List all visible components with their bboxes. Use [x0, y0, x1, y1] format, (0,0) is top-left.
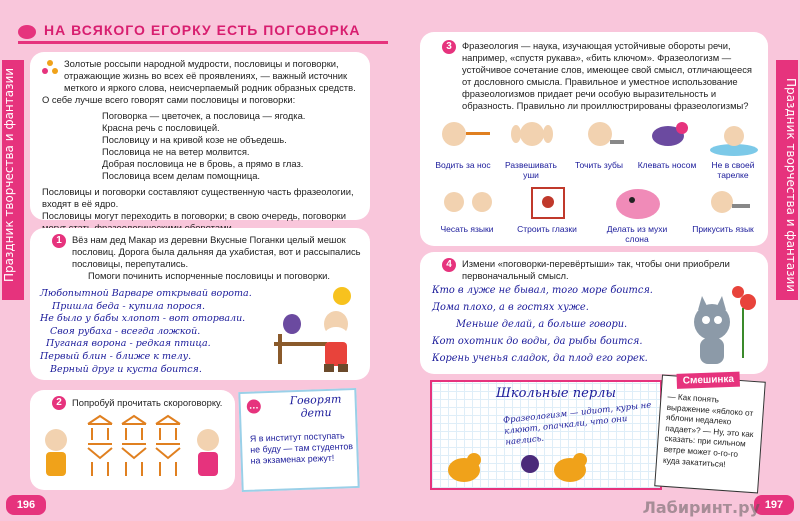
- chickens-illustration: [440, 446, 610, 486]
- proverb-line: Пришла беда - купила порося.: [52, 300, 205, 312]
- idiom-picture: [638, 116, 698, 158]
- tongue-twister-illustration: [38, 414, 230, 486]
- idiom-picture: [518, 182, 578, 222]
- saying-item: Пословицу и на кривой козе не объедешь.: [102, 134, 287, 145]
- idiom-caption: Точить зубы: [574, 160, 624, 170]
- saying-item: Пословица всем делам помощница.: [102, 170, 261, 181]
- title-bullet-icon: [18, 25, 36, 39]
- idiom-caption: Не в своей тарелке: [711, 160, 755, 180]
- saying-item: Добрая пословица не в бровь, а прямо в глаз.: [102, 158, 304, 169]
- pearls-heading: Школьные перлы: [496, 386, 617, 401]
- proverb-line: Любопытной Варваре открывай ворота.: [40, 288, 252, 299]
- idiom-caption: Прикусить язык: [692, 224, 754, 234]
- joke-text: — Как понять выражение «яблоко от яблони недалеко падает»? — Ну, это как сказать: при сильном ветре может о-го-го куда закатиться!: [662, 391, 754, 469]
- idiom-picture: [694, 182, 754, 222]
- proverb-line: Пуганая ворона - редкая птица.: [46, 338, 211, 350]
- proverb-line: Кот охотник до воды, да рыбы боится.: [432, 336, 643, 347]
- task2-box: [30, 390, 235, 490]
- proverb-line: Верный друг и куста боится.: [50, 363, 202, 375]
- idiom-picture: [438, 182, 498, 222]
- proverb-line: Первый блин - ближе к телу.: [40, 350, 192, 362]
- task1-box: [30, 228, 370, 380]
- grandpa-illustration: [270, 284, 366, 374]
- note-heading: Говорят дети: [289, 392, 342, 420]
- kids-say-note: [238, 388, 359, 492]
- proverb-line: Корень ученья сладок, да плод его горек.: [432, 353, 648, 364]
- task4-text: Измени «поговорки-перевёртыши» так, чтобы они приобрели первоначальный смысл.: [462, 258, 730, 281]
- saying-item: Пословица не на ветер молвится.: [102, 146, 250, 157]
- proverb-line: Своя рубаха - всегда ложкой.: [50, 325, 201, 337]
- proverb-line: Меньше делай, а больше говори.: [456, 319, 628, 330]
- proverb-line: Кто в луже не бывал, того море боится.: [432, 285, 653, 296]
- intro-paragraph-1: Золотые россыпи народной мудрости, пословицы и поговорки, отражающие жизнь во всех её проявлениях, — важный источник меткого и яркого слова, неисчерпаемый родник образных средств.: [64, 58, 356, 93]
- intro-paragraph-3: Пословицы и поговорки составляют существенную часть фразеологии, входят в её ядро.: [42, 186, 354, 209]
- task3-box: [420, 32, 768, 246]
- task-number-badge: 1: [52, 234, 66, 248]
- proverb-line: Дома плохо, а в гостях хуже.: [432, 302, 589, 313]
- idiom-caption: Развешивать уши: [505, 160, 557, 180]
- joke-heading: Смешинка: [677, 372, 741, 389]
- idiom-caption: Клевать носом: [637, 160, 697, 170]
- side-tab-right: Праздник творчества и фантазии: [776, 60, 798, 300]
- saying-item: Красна речь с пословицей.: [102, 122, 220, 133]
- idioms-row-1: [428, 116, 762, 182]
- task1-instruction: Помоги починить испорченные пословицы и поговорки.: [88, 270, 331, 281]
- sayings-list: [42, 110, 358, 182]
- idiom-caption: Строить глазки: [517, 224, 577, 234]
- idiom-picture: [704, 116, 764, 158]
- note-text: Я в институт поступать не буду — там студентов на экзаменах режут!: [249, 430, 354, 466]
- side-tab-left: Праздник творчества и фантазии: [2, 60, 24, 300]
- pearls-text: Фразеологизм — идиот, куры не клюют, опачкали, что они наелись.: [502, 400, 652, 448]
- task1-text: Вёз нам дед Макар из деревни Вкусные Поганки целый мешок пословиц. Дорога была дальняя да ухабистая, вот и рассыпались пословицы, перепутались.: [72, 234, 361, 269]
- idiom-caption: Водить за нос: [435, 160, 491, 170]
- task2-text: Попробуй прочитать скороговорку.: [72, 397, 223, 408]
- broken-proverbs: [40, 288, 270, 376]
- school-pearls-card: [430, 380, 662, 490]
- task3-text: Фразеология — наука, изучающая устойчивые обороты речи, например, «спустя рукава», «бить ключом». Фразеологизм — устойчивое сочетание слов, имеющее свой смысл, отличающееся от дословного смысла. Правильное и уместное использование фразеологизмов придает речи особую выразительность и образность. Правильно ли проиллюстрированы фразеологизмы?: [462, 40, 752, 111]
- idiom-picture: [434, 116, 494, 158]
- cat-illustration: [680, 282, 764, 370]
- intro-paragraph-4: Пословицы могут переходить в поговорки; в свою очередь, поговорки: [42, 210, 347, 221]
- reversed-proverbs: [432, 282, 682, 367]
- intro-paragraph-2: О себе лучше всего говорят сами пословицы и поговорки:: [42, 94, 296, 105]
- task-number-badge: 4: [442, 258, 456, 272]
- note-badge: …: [247, 399, 261, 413]
- page-number-left: 196: [6, 495, 46, 515]
- task-number-badge: 3: [442, 40, 456, 54]
- idiom-caption: Чесать языки: [440, 224, 494, 234]
- joke-note: [654, 375, 766, 494]
- right-page: [400, 0, 800, 521]
- idiom-picture: [570, 116, 630, 158]
- intro-box: [30, 52, 370, 220]
- task4-box: [420, 252, 768, 374]
- section-title: НА ВСЯКОГО ЕГОРКУ ЕСТЬ ПОГОВОРКА: [44, 22, 361, 38]
- page-number-right: 197: [754, 495, 794, 515]
- saying-item: Поговорка — цветочек, а пословица — ягодка.: [102, 110, 306, 121]
- task-number-badge: 2: [52, 396, 66, 410]
- idiom-picture: [502, 116, 562, 158]
- watermark: Лабиринт.ру: [642, 498, 760, 517]
- idioms-row-2: [428, 182, 762, 244]
- idiom-caption: Делать из мухи слона: [606, 224, 668, 244]
- idiom-picture: [608, 182, 668, 222]
- proverb-line: Не было у бабы хлопот - вот оторвали.: [40, 313, 246, 325]
- section-title-bar: [18, 22, 388, 44]
- triangle-icon: [42, 60, 58, 74]
